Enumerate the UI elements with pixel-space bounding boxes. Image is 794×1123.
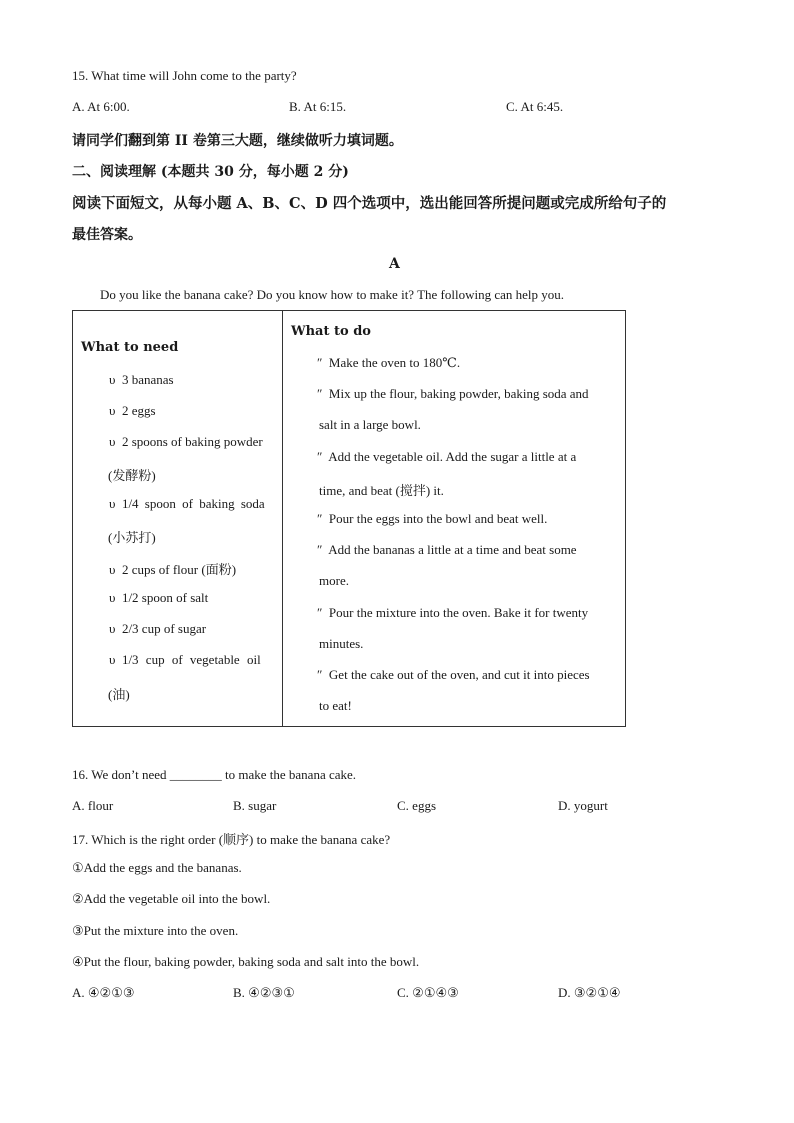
bullet-icon: ″ — [317, 355, 323, 370]
step-item: ″ Pour the mixture into the oven. Bake it for twenty — [317, 605, 589, 620]
q17-option-b[interactable]: B. ④②③① — [233, 985, 295, 1000]
step-item-cont: to eat! — [319, 698, 352, 713]
ingredient-item: υ 2/3 cup of sugar — [109, 621, 207, 636]
bullet-icon: ″ — [317, 386, 323, 401]
bullet-icon: ″ — [317, 542, 323, 557]
ingredient-item: υ 1/2 spoon of salt — [109, 590, 209, 605]
ingredient-item-cont: (发酵粉) — [108, 468, 156, 483]
step-item-cont: time, and beat (搅拌) it. — [319, 483, 444, 498]
bullet-icon: υ — [109, 590, 116, 605]
ingredient-item: υ 2 spoons of baking powder — [109, 434, 263, 449]
section2-instruction-cont: 最佳答案。 — [72, 227, 142, 243]
q17-option-d[interactable]: D. ③②①④ — [558, 985, 621, 1000]
q15-option-c[interactable]: C. At 6:45. — [506, 99, 564, 114]
step-item: ″ Add the bananas a little at a time and beat some — [317, 542, 577, 557]
q16-option-a[interactable]: A. flour — [72, 798, 114, 813]
bullet-icon: υ — [109, 403, 116, 418]
q16-option-b[interactable]: B. sugar — [233, 798, 277, 813]
bullet-icon: υ — [109, 496, 116, 511]
step-item: ″ Add the vegetable oil. Add the sugar a little at a — [317, 449, 577, 464]
recipe-table — [72, 310, 626, 727]
q17-question: 17. Which is the right order (顺序) to make the banana cake? — [72, 832, 391, 847]
q17-step-2: ②Add the vegetable oil into the bowl. — [72, 891, 271, 906]
q17-option-c[interactable]: C. ②①④③ — [397, 985, 459, 1000]
ingredient-item: υ 1/4 spoon of baking soda — [109, 496, 265, 511]
bullet-icon: υ — [109, 434, 116, 449]
section2-instruction: 阅读下面短文，从每小题 A、B、C、D 四个选项中，选出能回答所提问题或完成所给句子的 — [72, 195, 667, 212]
step-item-cont: more. — [319, 573, 349, 588]
section2-title: 二、阅读理解 (本题共 30 分，每小题 2 分) — [72, 164, 349, 180]
bullet-icon: ″ — [317, 667, 323, 682]
step-item: ″ Pour the eggs into the bowl and beat well. — [317, 511, 548, 526]
ingredient-item: υ 1/3 cup of vegetable oil — [109, 652, 261, 667]
q15-question: 15. What time will John come to the party? — [72, 68, 297, 83]
ingredients-header: What to need — [81, 340, 179, 355]
bullet-icon: υ — [109, 652, 116, 667]
q17-option-a[interactable]: A. ④②①③ — [72, 985, 135, 1000]
bullet-icon: ″ — [317, 511, 323, 526]
q17-step-3: ③Put the mixture into the oven. — [72, 923, 239, 938]
step-item-cont: salt in a large bowl. — [319, 417, 421, 432]
passage-intro: Do you like the banana cake? Do you know how to make it? The following can help you. — [100, 287, 565, 302]
q16-option-d[interactable]: D. yogurt — [558, 798, 608, 813]
q16-question: 16. We don’t need ________ to make the banana cake. — [72, 767, 357, 782]
step-item: ″ Mix up the flour, baking powder, baking soda and — [317, 386, 589, 401]
steps-header: What to do — [291, 324, 371, 339]
bullet-icon: υ — [109, 372, 116, 387]
q15-option-a[interactable]: A. At 6:00. — [72, 99, 130, 114]
steps-cell — [283, 311, 626, 727]
step-item: ″ Get the cake out of the oven, and cut it into pieces — [317, 667, 590, 682]
q15-option-b[interactable]: B. At 6:15. — [289, 99, 347, 114]
step-item: ″ Make the oven to 180℃. — [317, 355, 461, 370]
bullet-icon: ″ — [317, 449, 323, 464]
step-item-cont: minutes. — [319, 636, 364, 651]
listening-instruction: 请同学们翻到第 II 卷第三大题，继续做听力填词题。 — [72, 133, 403, 149]
ingredients-cell — [73, 311, 283, 727]
ingredient-item: υ 3 bananas — [109, 372, 174, 387]
ingredient-item: υ 2 cups of flour (面粉) — [109, 562, 237, 577]
ingredient-item-cont: (小苏打) — [108, 530, 156, 545]
q17-step-1: ①Add the eggs and the bananas. — [72, 860, 242, 875]
passage-letter: A — [389, 256, 400, 272]
bullet-icon: ″ — [317, 605, 323, 620]
bullet-icon: υ — [109, 621, 116, 636]
q16-option-c[interactable]: C. eggs — [397, 798, 436, 813]
ingredient-item: υ 2 eggs — [109, 403, 156, 418]
ingredient-item-cont: (油) — [108, 687, 130, 702]
bullet-icon: υ — [109, 562, 116, 577]
q17-step-4: ④Put the flour, baking powder, baking soda and salt into the bowl. — [72, 954, 420, 969]
